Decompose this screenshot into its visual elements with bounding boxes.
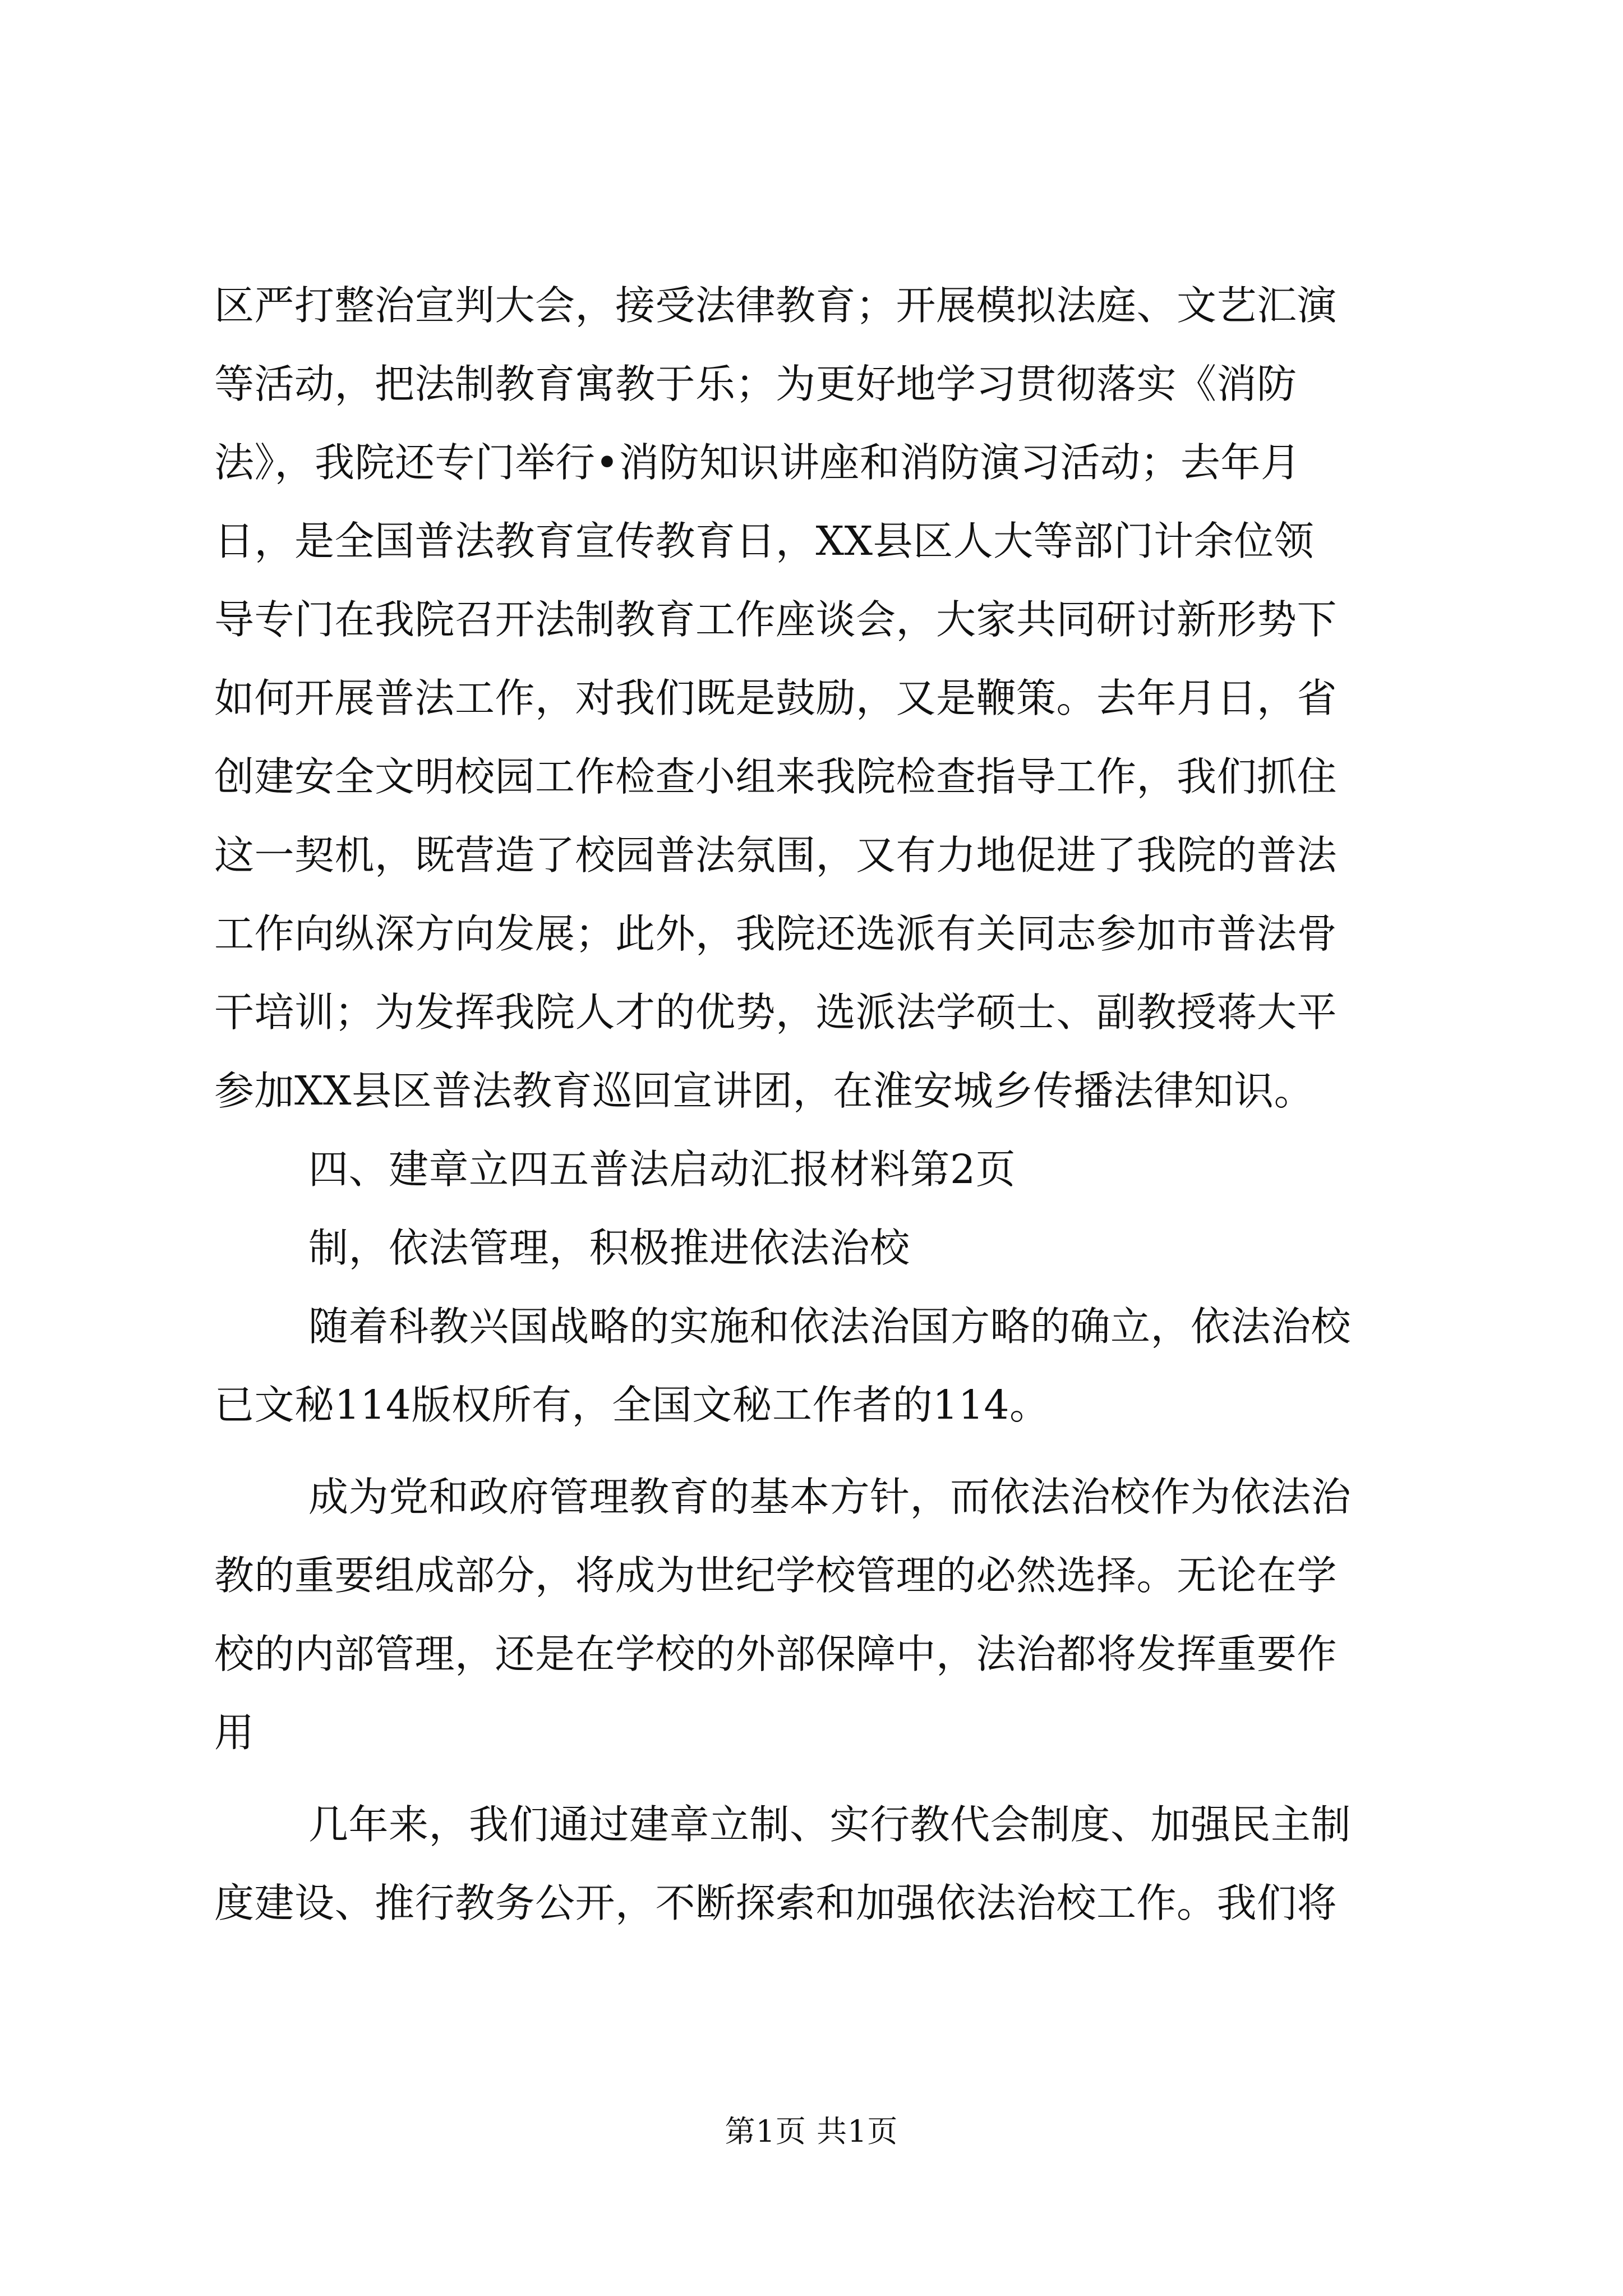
text-line: 等活动，把法制教育寓教于乐；为更好地学习贯彻落实《消防: [214, 361, 1297, 407]
text-line: 度建设、推行教务公开，不断探索和加强依法治校工作。我们将: [214, 1880, 1338, 1926]
text-line: 导专门在我院召开法制教育工作座谈会，大家共同研讨新形势下: [214, 596, 1338, 643]
text-line: 已文秘114版权所有，全国文秘工作者的114。: [214, 1382, 1050, 1428]
text-line: 日，是全国普法教育宣传教育日，XX县区人大等部门计余位领: [214, 518, 1315, 564]
text-line: 干培训；为发挥我院人才的优势，选派法学硕士、副教授蒋大平: [214, 989, 1338, 1036]
text-line: 教的重要组成部分，将成为世纪学校管理的必然选择。无论在学: [214, 1552, 1338, 1599]
text-line: 区严打整治宣判大会，接受法律教育；开展模拟法庭、文艺汇演: [214, 282, 1338, 329]
section-heading-continued: 制，依法管理，积极推进依法治校: [308, 1225, 910, 1271]
text-line: 校的内部管理，还是在学校的外部保障中，法治都将发挥重要作: [214, 1631, 1338, 1677]
text-line: 参加XX县区普法教育巡回宣讲团，在淮安城乡传播法律知识。: [214, 1068, 1315, 1114]
text-line: 工作向纵深方向发展；此外，我院还选派有关同志参加市普法骨: [214, 910, 1338, 957]
text-line: 创建安全文明校园工作检查小组来我院检查指导工作，我们抓住: [214, 753, 1338, 800]
paragraph-start: 随着科教兴国战略的实施和依法治国方略的确立，依法治校: [308, 1303, 1352, 1350]
paragraph-start: 成为党和政府管理教育的基本方针，而依法治校作为依法治: [308, 1474, 1352, 1520]
paragraph-start: 几年来，我们通过建章立制、实行教代会制度、加强民主制: [308, 1801, 1352, 1848]
page-footer: 第1页 共1页: [725, 2114, 898, 2149]
text-line: 法》，我院还专门举行•消防知识讲座和消防演习活动；去年月: [214, 439, 1301, 486]
text-line: 用: [214, 1709, 255, 1756]
section-heading: 四、建章立四五普法启动汇报材料第2页: [308, 1146, 1016, 1193]
document-body: [214, 266, 1420, 1943]
text-line: 如何开展普法工作，对我们既是鼓励，又是鞭策。去年月日，省: [214, 675, 1338, 721]
text-line: 这一契机，既营造了校园普法氛围，又有力地促进了我院的普法: [214, 832, 1338, 878]
